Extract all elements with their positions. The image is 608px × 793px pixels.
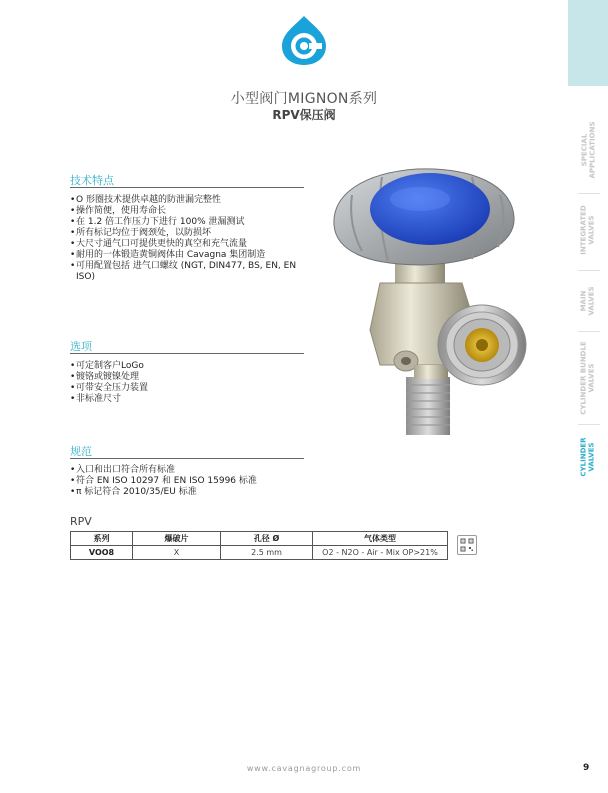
tab-divider <box>578 270 600 271</box>
qr-code-button[interactable] <box>457 535 477 555</box>
features-divider <box>70 187 304 188</box>
valve-photo <box>322 155 532 450</box>
sidebar-top-band <box>568 0 608 86</box>
list-item: • 耐用的一体锻造黄铜阀体由 Cavagna 集团制造 <box>70 250 310 261</box>
tab-cylinder-valves[interactable] <box>568 428 608 486</box>
list-item: • π 标记符合 2010/35/EU 标准 <box>70 487 310 498</box>
list-item: • 大尺寸通气口可提供更快的真空和充气流量 <box>70 239 310 250</box>
tab-divider <box>578 424 600 425</box>
column-header: 气体类型 <box>313 532 448 546</box>
tab-integrated-valves[interactable] <box>568 196 608 264</box>
features-list <box>70 195 310 283</box>
list-item: • 在 1.2 倍工作压力下进行 100% 泄漏测试 <box>70 217 310 228</box>
tab-label: CYLINDER BUNDLE VALVES <box>580 341 597 415</box>
tab-divider <box>578 331 600 332</box>
options-divider <box>70 353 304 354</box>
list-item: • 非标准尺寸 <box>70 394 310 405</box>
options-list <box>70 361 310 405</box>
table-cell: VOO8 <box>71 546 133 560</box>
list-item: • 可带安全压力装置 <box>70 383 310 394</box>
list-item: • 入口和出口符合所有标准 <box>70 465 310 476</box>
tab-label: CYLINDER VALVES <box>580 437 596 477</box>
list-item: • 符合 EN ISO 10297 和 EN ISO 15996 标准 <box>70 476 310 487</box>
page-title: 小型阀门MIGNON系列 <box>230 91 378 107</box>
footer-url[interactable]: www.cavagnagroup.com <box>246 764 362 773</box>
options-heading: 选项 <box>70 340 92 353</box>
tab-divider <box>578 193 600 194</box>
list-item: • 所有标记均位于阀颈处，以防损坏 <box>70 228 310 239</box>
page-subtitle: RPV保压阀 <box>272 108 336 122</box>
standards-heading: 规范 <box>70 445 92 458</box>
list-item: • O 形圈技术提供卓越的防泄漏完整性 <box>70 195 310 206</box>
list-item: • 镀铬或镀镍处理 <box>70 372 310 383</box>
tab-label: INTEGRATED VALVES <box>580 205 596 255</box>
table-header-row <box>71 532 448 546</box>
tab-special-applications[interactable] <box>568 110 608 190</box>
list-item: • 可用配置包括 进气口螺纹 (NGT, DIN477, BS, EN, EN ISO) <box>70 261 302 283</box>
standards-list <box>70 465 310 498</box>
tab-label: MAIN VALVES <box>579 286 596 316</box>
list-item: • 可定制客户LoGo <box>70 361 310 372</box>
table-cell: X <box>133 546 221 560</box>
table-cell: O2 - N2O - Air - Mix OP>21% <box>313 546 448 560</box>
column-header: 系列 <box>71 532 133 546</box>
cavagna-logo-icon <box>278 14 330 66</box>
tab-label: SPECIAL APPLICATIONS <box>580 121 597 179</box>
table-row <box>71 546 448 560</box>
spec-table <box>70 531 448 560</box>
tab-cylinder-bundle-valves[interactable] <box>568 335 608 421</box>
standards-divider <box>70 458 304 459</box>
table-label: RPV <box>70 515 92 528</box>
list-item: • 操作简便，使用寿命长 <box>70 206 310 217</box>
features-heading: 技术特点 <box>70 174 114 187</box>
tab-main-valves[interactable] <box>568 278 608 324</box>
column-header: 爆破片 <box>133 532 221 546</box>
table-cell: 2.5 mm <box>221 546 313 560</box>
qr-code-icon <box>458 536 476 554</box>
column-header: 孔径 Ø <box>221 532 313 546</box>
page-number: 9 <box>583 763 590 773</box>
